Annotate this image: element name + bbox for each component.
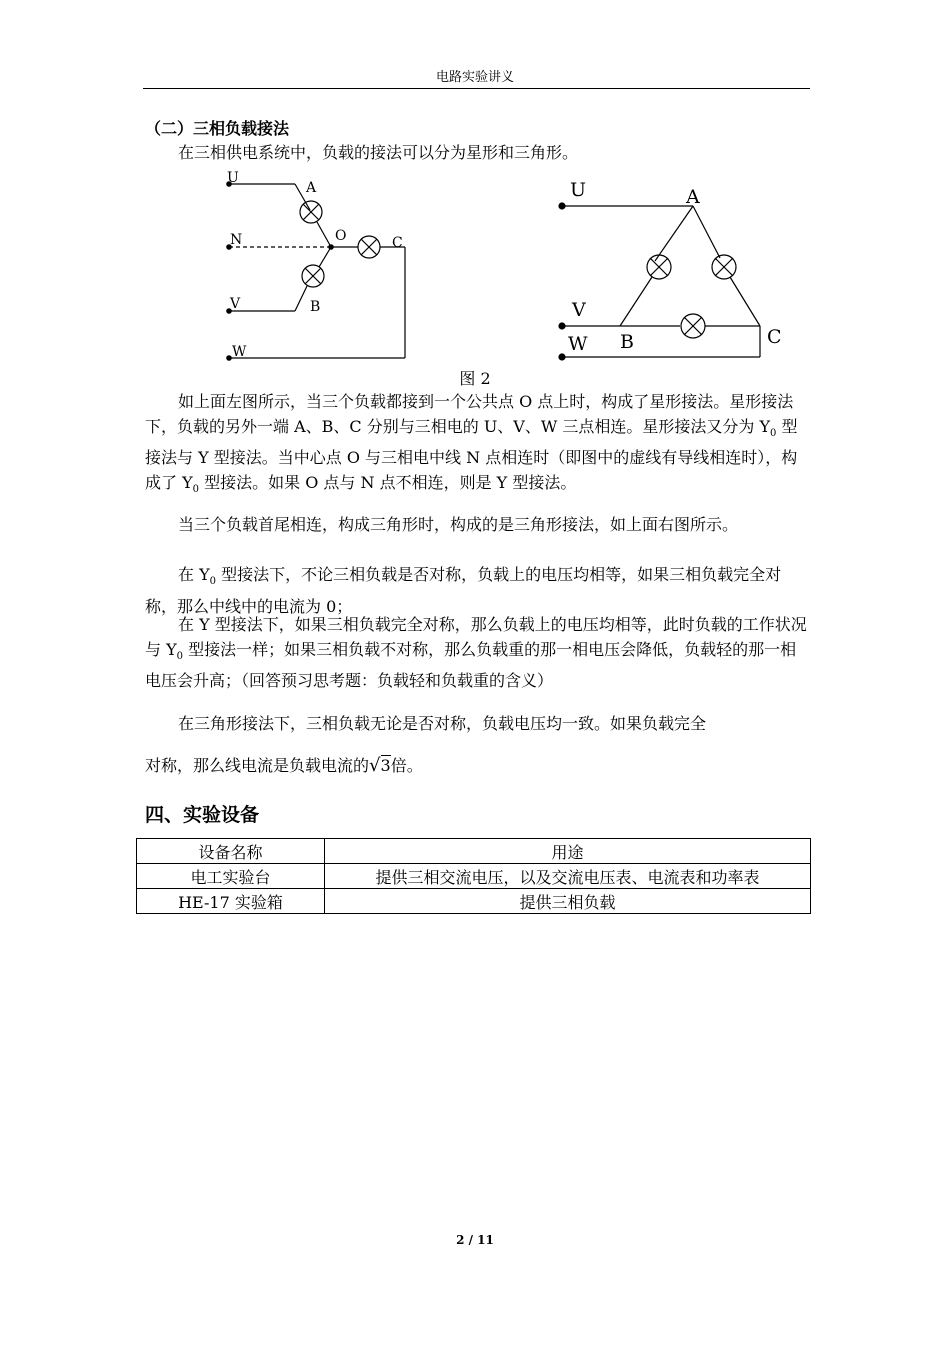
p5-text-pre: 对称，那么线电流是负载电流的	[145, 756, 370, 775]
page-number: 2 / 11	[456, 1233, 494, 1247]
intro-paragraph: 在三相供电系统中，负载的接法可以分为星形和三角形。	[178, 143, 579, 162]
p1-text-2: 型接法与 Y 型接法。当中心点 O 与三相电中线 N 点相连时（即图中的虚线有导线相连时），构成了 Y	[145, 416, 798, 492]
table-cell: HE-17 实验箱	[137, 889, 325, 914]
figure-2-circuit	[200, 166, 820, 376]
table-cell: 提供三相交流电压，以及交流电压表、电流表和功率表	[325, 864, 811, 889]
star-label-a: A	[306, 180, 317, 196]
p3-subscript: 0	[209, 576, 217, 588]
p3-text-1: 在 Y	[178, 565, 210, 584]
p1-subscript-2: 0	[192, 483, 200, 495]
table-cell: 提供三相负载	[325, 889, 811, 914]
paragraph-delta-load: 在三角形接法下，三相负载无论是否对称，负载电压均一致。如果负载完全	[178, 714, 707, 733]
delta-label-c: C	[767, 326, 782, 348]
p4-subscript: 0	[176, 650, 184, 662]
paragraph-y0-connection	[145, 563, 808, 619]
p5-text-post: 倍。	[390, 756, 423, 775]
table-row	[137, 864, 811, 889]
delta-label-a: A	[686, 186, 700, 208]
table-header-cell: 设备名称	[137, 839, 325, 864]
section-heading-connection: （二）三相负载接法	[145, 119, 290, 138]
delta-label-w: W	[568, 333, 588, 355]
paragraph-delta-load-line2	[145, 754, 808, 779]
sqrt-symbol: √3	[369, 755, 391, 776]
table-header-cell: 用途	[325, 839, 811, 864]
p4-text-1: 在 Y 型接法下，如果三相负载完全对称，那么负载上的电压均相等，此时负载的工作状况与 Y	[145, 615, 807, 659]
table-header-row	[137, 839, 811, 864]
p1-text-3: 型接法。如果 O 点与 N 点不相连，则是 Y 型接法。	[199, 472, 577, 492]
star-label-n: N	[230, 232, 243, 248]
delta-connection-diagram	[559, 203, 760, 360]
star-label-u: U	[227, 170, 239, 186]
p4-text-2: 型接法一样；如果三相负载不对称，那么负载重的那一相电压会降低，负载轻的那一相电压会升高；（回答预习思考题：负载轻和负载重的含义）	[145, 639, 797, 691]
paragraph-star-explanation	[145, 390, 808, 502]
delta-label-u: U	[570, 179, 587, 201]
p1-text-1: 如上面左图所示，当三个负载都接到一个公共点 O 点上时，构成了星形接法。星形接法下，负载的另外一端 A、B、C 分别与三相电的 U、V、W 三点相连。星形接法又分为 Y	[145, 392, 794, 436]
p3-text-2: 型接法下，不论三相负载是否对称，负载上的电压均相等，如果三相负载完全对称，那么中线中的电流为 0；	[145, 565, 782, 616]
sqrt-radicand: 3	[380, 756, 391, 775]
delta-label-b: B	[620, 331, 634, 353]
star-label-v: V	[230, 296, 241, 312]
star-label-w: W	[232, 344, 247, 360]
table-cell: 电工实验台	[137, 864, 325, 889]
running-header: 电路实验讲义	[435, 70, 514, 85]
delta-label-v: V	[572, 299, 586, 321]
star-label-b: B	[310, 299, 321, 315]
figure-caption: 图 2	[459, 369, 491, 388]
star-label-o: O	[335, 228, 347, 244]
star-connection-diagram	[227, 182, 405, 360]
paragraph-y-connection	[145, 613, 808, 694]
paragraph-delta-explanation: 当三个负载首尾相连，构成三角形时，构成的是三角形接法，如上面右图所示。	[178, 515, 739, 534]
star-label-c: C	[392, 235, 403, 251]
p1-subscript-1: 0	[770, 427, 777, 439]
equipment-table	[136, 838, 811, 914]
header-rule	[143, 88, 810, 89]
table-row	[137, 889, 811, 914]
section-heading-equipment: 四、实验设备	[145, 804, 260, 826]
